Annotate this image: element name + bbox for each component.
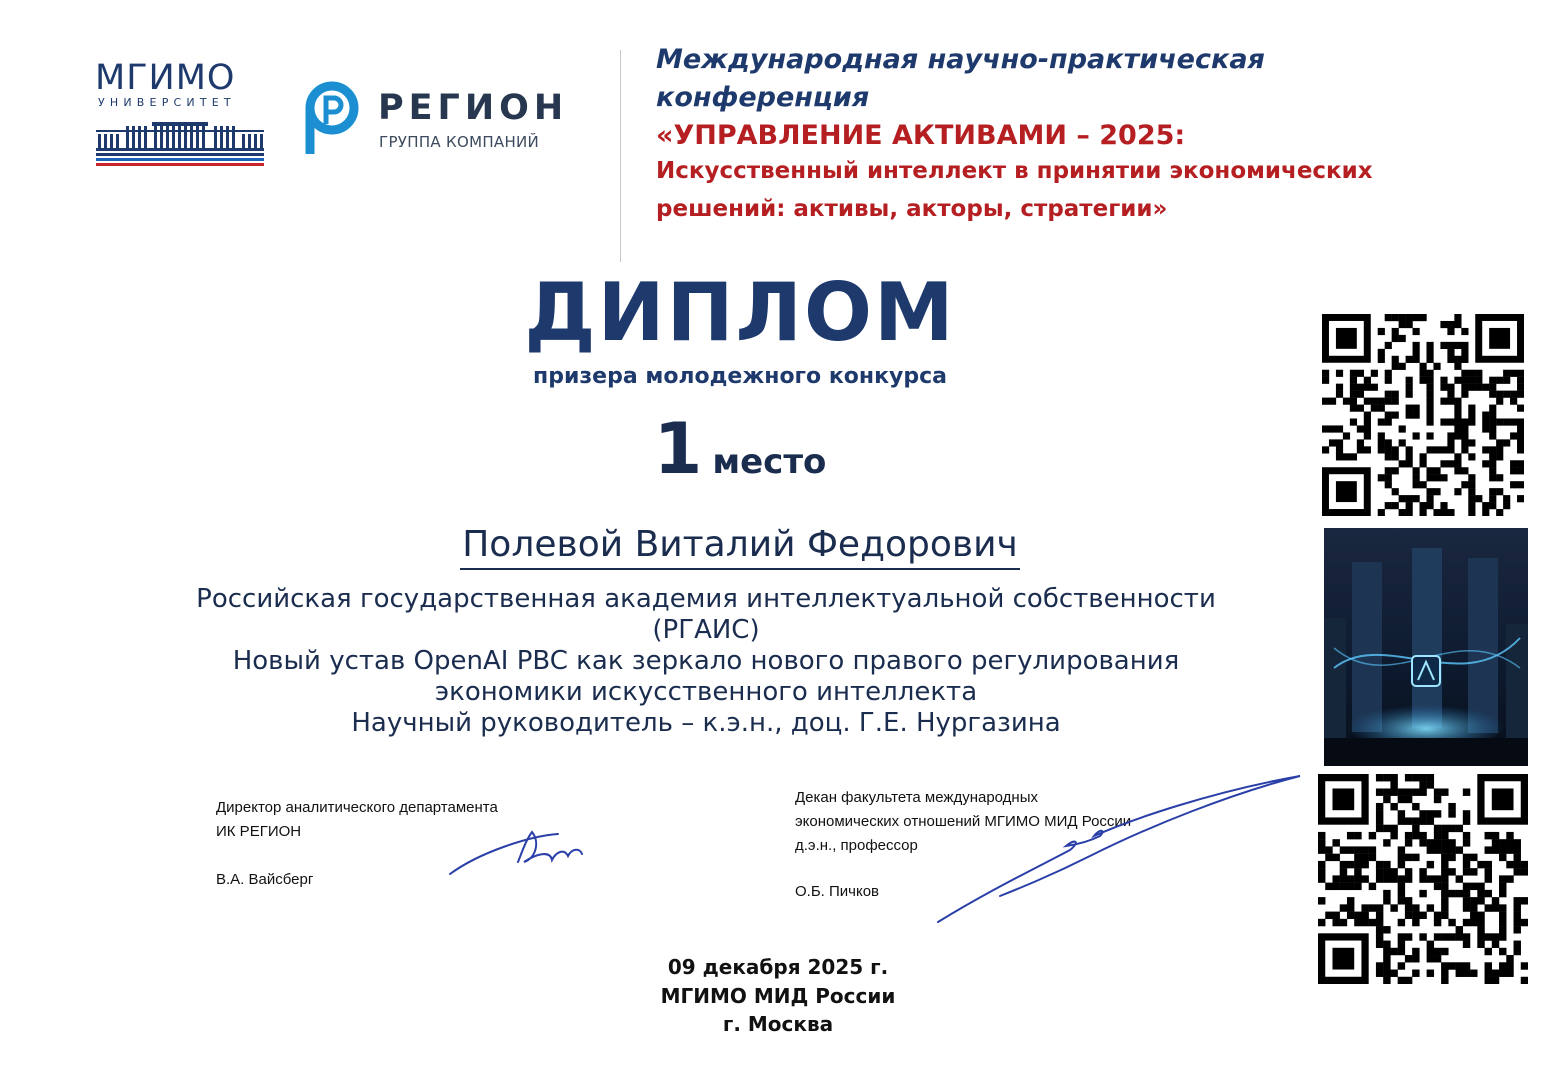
region-logo-subtitle: ГРУППА КОМПАНИЙ bbox=[379, 133, 540, 151]
diploma-title: ДИПЛОМ bbox=[524, 266, 956, 359]
recipient-details bbox=[106, 584, 1306, 739]
place-number: 1 bbox=[653, 408, 703, 490]
conference-title-line-3: решений: активы, акторы, стратегии» bbox=[656, 196, 1168, 222]
diploma-subtitle: призера молодежного конкурса bbox=[533, 364, 947, 389]
place-word: место bbox=[712, 442, 827, 482]
ai-city-illustration bbox=[1324, 528, 1528, 766]
organization-line-1: Российская государственная академия интеллектуальной собственности bbox=[196, 584, 1216, 614]
right-signatory-title-2: экономических отношений МГИМО МИД России bbox=[795, 813, 1132, 830]
qr-code-bottom[interactable] bbox=[1318, 774, 1528, 984]
header-divider bbox=[620, 50, 621, 262]
mgimo-building-logo bbox=[96, 122, 264, 166]
organization-line-2: (РГАИС) bbox=[652, 615, 760, 645]
conference-line-2: конференция bbox=[656, 82, 870, 113]
left-signatory-title-1: Директор аналитического департамента bbox=[216, 799, 498, 816]
right-signatory-name: О.Б. Пичков bbox=[795, 883, 880, 900]
region-logo-text: РЕГИОН bbox=[378, 88, 569, 128]
right-signatory-title-3: д.э.н., профессор bbox=[795, 837, 918, 854]
right-signature bbox=[930, 770, 1310, 930]
recipient-block bbox=[220, 524, 1260, 570]
footer-date: 09 декабря 2025 г. bbox=[667, 955, 889, 979]
left-signature bbox=[440, 822, 590, 882]
recipient-name: Полевой Виталий Федорович bbox=[460, 524, 1020, 570]
conference-title-line-2: Искусственный интеллект в принятии экономических bbox=[656, 158, 1373, 184]
conference-line-1: Международная научно-практическая bbox=[656, 44, 1265, 75]
topic-line-2: экономики искусственного интеллекта bbox=[434, 677, 978, 707]
region-logo-mark bbox=[304, 80, 360, 156]
left-signatory-title-2: ИК РЕГИОН bbox=[216, 823, 302, 840]
topic-line-1: Новый устав OpenAI PBC как зеркало нового правого регулирования bbox=[232, 646, 1180, 676]
supervisor-line: Научный руководитель – к.э.н., доц. Г.Е. Нургазина bbox=[351, 708, 1061, 738]
mgimo-logo-subtitle: УНИВЕРСИТЕТ bbox=[98, 96, 236, 109]
footer-institution: МГИМО МИД России bbox=[660, 984, 896, 1008]
place-award bbox=[220, 408, 1260, 488]
left-signatory-name: В.А. Вайсберг bbox=[216, 871, 314, 888]
conference-title-line-1: «УПРАВЛЕНИЕ АКТИВАМИ – 2025: bbox=[656, 120, 1186, 151]
mgimo-logo-text: МГИМО bbox=[95, 58, 236, 98]
qr-code-top[interactable] bbox=[1322, 314, 1524, 516]
right-signatory-title-1: Декан факультета международных bbox=[795, 789, 1038, 806]
footer-city: г. Москва bbox=[722, 1012, 834, 1036]
